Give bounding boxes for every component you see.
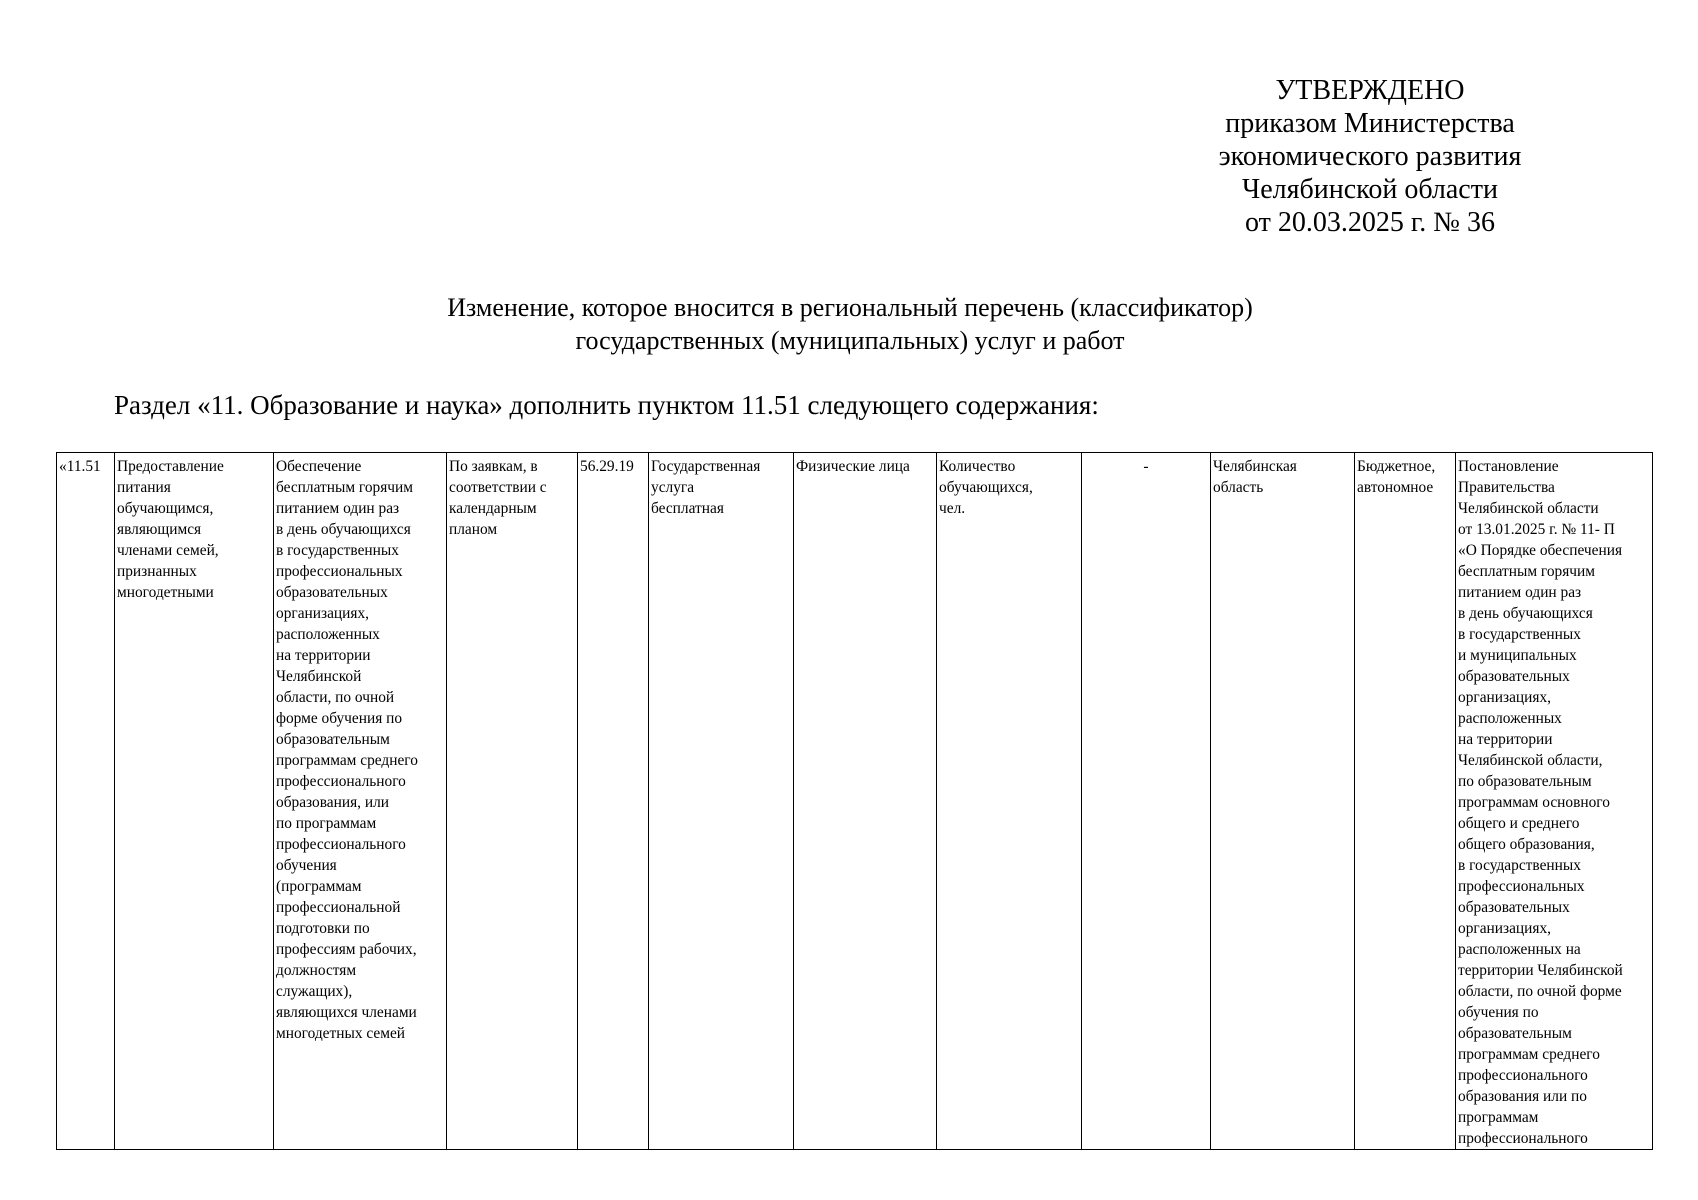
table-row: [57, 453, 1653, 1150]
cell-service-name: Предоставление питания обучающимся, являющимся членами семей, признанных многодетными: [115, 453, 274, 1150]
approval-order-line: приказом Министерства: [1225, 108, 1515, 139]
cell-volume-indicator: Количество обучающихся, чел.: [937, 453, 1082, 1150]
cell-service-type: Государственная услуга бесплатная: [649, 453, 794, 1150]
document-title-line-2: государственных (муниципальных) услуг и работ: [575, 326, 1125, 355]
approval-ministry-line: экономического развития: [1218, 141, 1522, 172]
cell-legal-basis: Постановление Правительства Челябинской области от 13.01.2025 г. № 11- П «О Порядке обеспечения бесплатным горячим питанием один раз в день обучающихся в государственных и муниципальных образовательных организациях, расположенных на территории Челябинской области, по образовательным программам основного общего и среднего общего образования, в государственных профессиональных образовательных организациях, расположенных на территории Челябинской области, по очной форме обучения по образовательным программам среднего профессионального образования или по программам профессионального: [1456, 453, 1653, 1150]
cell-okved-code: 56.29.19: [578, 453, 649, 1150]
cell-territory: Челябинская область: [1211, 453, 1355, 1150]
approval-date-line: от 20.03.2025 г. № 36: [1245, 207, 1495, 238]
cell-quality-indicator: -: [1082, 453, 1211, 1150]
cell-service-content: Обеспечение бесплатным горячим питанием один раз в день обучающихся в государственных профессиональных образовательных организациях, расположенных на территории Челябинской области, по очной форме обучения по образовательным программам среднего профессионального образования, или по программам профессионального обучения (программам профессиональной подготовки по профессиям рабочих, должностям служащих), являющихся членами многодетных семей: [274, 453, 447, 1150]
document-title-line-1: Изменение, которое вносится в региональный перечень (классификатор): [447, 293, 1253, 322]
cell-institution-type: Бюджетное, автономное: [1355, 453, 1456, 1150]
document-title: [200, 291, 1500, 357]
cell-provision-conditions: По заявкам, в соответствии с календарным планом: [447, 453, 578, 1150]
cell-item-number: «11.51: [57, 453, 115, 1150]
cell-consumers: Физические лица: [794, 453, 937, 1150]
approval-region-line: Челябинской области: [1242, 174, 1498, 205]
approval-heading: УТВЕРЖДЕНО: [1275, 75, 1465, 106]
approval-stamp: [1160, 74, 1580, 239]
classifier-table: [56, 452, 1653, 1150]
instruction-text: Раздел «11. Образование и наука» дополнить пунктом 11.51 следующего содержания:: [114, 390, 1099, 420]
